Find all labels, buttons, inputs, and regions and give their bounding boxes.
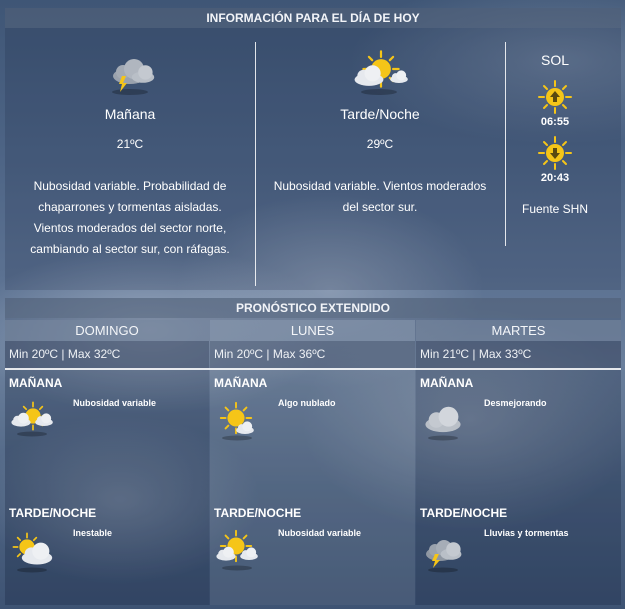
day-column-domingo — [5, 320, 209, 605]
cloud-icon — [418, 400, 468, 442]
evening-desc: Lluvias y tormentas — [484, 528, 569, 538]
sunset-time: 20:43 — [540, 172, 570, 184]
day-column-lunes — [210, 320, 415, 605]
source-label: Fuente SHN — [521, 202, 589, 216]
today-morning — [20, 40, 240, 260]
today-header: INFORMACIÓN PARA EL DÍA DE HOY — [5, 8, 621, 28]
divider-left — [255, 42, 256, 286]
day-name: LUNES — [210, 320, 415, 341]
day-column-martes — [416, 320, 621, 605]
sun-behind-cloud-icon — [345, 44, 415, 98]
divider-right — [505, 42, 506, 246]
morning-desc: Nubosidad variable — [73, 398, 157, 408]
sunrise-time: 06:55 — [540, 116, 570, 128]
today-sun — [510, 52, 600, 216]
morning-desc: Algo nublado — [278, 398, 336, 408]
evening-temp: 29ºC — [366, 137, 394, 151]
today-evening — [265, 40, 495, 218]
day-minmax: Min 20ºC | Max 32ºC — [5, 341, 209, 368]
morning-title: Mañana — [104, 106, 156, 122]
sun-small-cloud-icon — [212, 398, 262, 442]
sunset-icon — [538, 136, 572, 170]
storm-cloud-icon — [95, 48, 165, 98]
extended-header: PRONÓSTICO EXTENDIDO — [5, 298, 621, 318]
evening-desc: Nubosidad variable — [278, 528, 362, 538]
morning-label: MAÑANA — [214, 376, 268, 390]
sun-label: SOL — [540, 52, 569, 68]
evening-desc: Inestable — [73, 528, 113, 538]
storm-cloud-icon — [418, 528, 468, 574]
day-name: DOMINGO — [5, 320, 209, 341]
sun-cloud-icon — [7, 530, 57, 574]
day-minmax: Min 21ºC | Max 33ºC — [416, 341, 621, 368]
sun-cloud-icon — [212, 528, 262, 572]
evening-title: Tarde/Noche — [340, 106, 420, 122]
evening-description: Nubosidad variable. Vientos moderados del sector sur. — [273, 179, 487, 214]
sun-cloud-icon — [7, 398, 57, 438]
morning-temp: 21ºC — [116, 137, 144, 151]
header-underline — [5, 368, 621, 370]
morning-desc: Desmejorando — [484, 398, 547, 408]
evening-label: TARDE/NOCHE — [420, 506, 508, 520]
evening-label: TARDE/NOCHE — [9, 506, 97, 520]
evening-label: TARDE/NOCHE — [214, 506, 302, 520]
sunrise-icon — [538, 80, 572, 114]
extended-grid — [5, 320, 621, 605]
day-name: MARTES — [416, 320, 621, 341]
day-minmax: Min 20ºC | Max 36ºC — [210, 341, 415, 368]
morning-label: MAÑANA — [420, 376, 474, 390]
morning-label: MAÑANA — [9, 376, 63, 390]
morning-description: Nubosidad variable. Probabilidad de chaparrones y tormentas aisladas. Vientos moderados del sector norte, cambiando al sector sur, con ráfagas. — [30, 179, 230, 256]
